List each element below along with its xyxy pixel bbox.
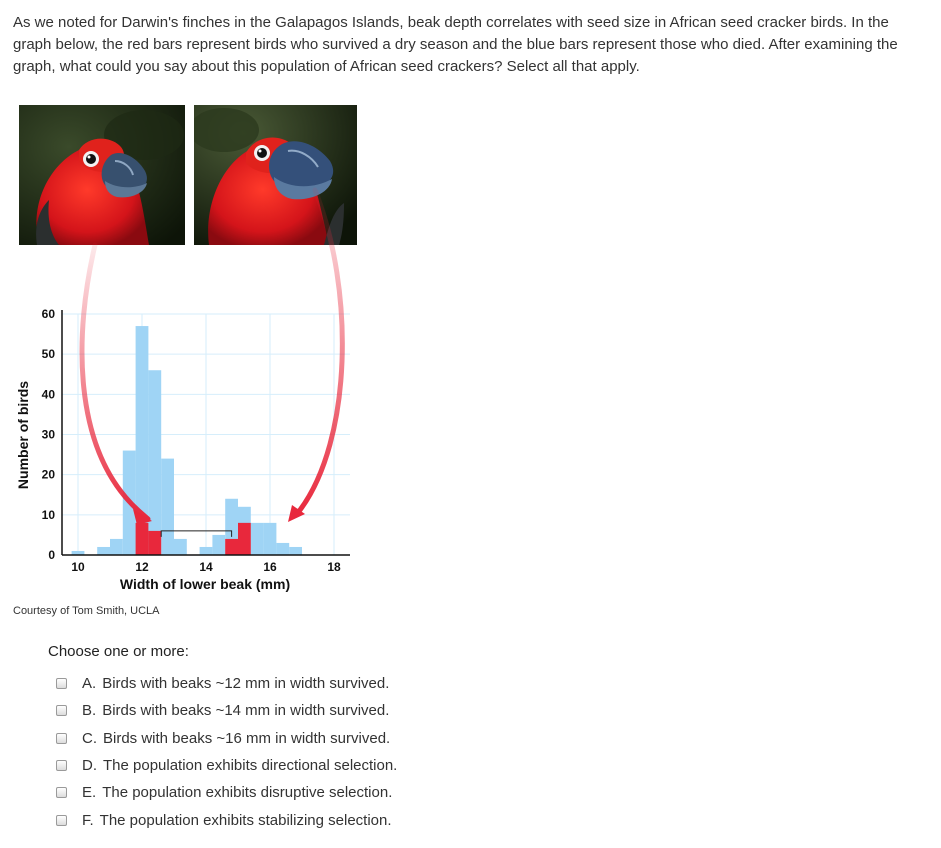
- bar-died: [110, 539, 123, 555]
- question-text: As we noted for Darwin's finches in the Galapagos Islands, beak depth correlates with seed size in African seed cracker birds. In the graph below, the red bars represent birds who survived a dry season and the blue bars represent those who died. After examining the graph, what could you say about this population of African seed crackers? Select all that apply.: [13, 14, 898, 75]
- answer-option-c[interactable]: [56, 725, 397, 752]
- checkbox[interactable]: [56, 760, 67, 771]
- figure: [0, 0, 370, 600]
- option-text: Birds with beaks ~16 mm in width survived.: [103, 729, 391, 747]
- option-letter: F.: [82, 811, 94, 829]
- answer-option-a[interactable]: [56, 670, 397, 697]
- option-letter: B.: [82, 702, 97, 720]
- bar-died: [289, 547, 302, 555]
- bar-died: [174, 539, 187, 555]
- y-tick-label: 30: [41, 427, 55, 442]
- x-axis-title: Width of lower beak (mm): [119, 576, 291, 592]
- x-tick-label: 16: [263, 560, 277, 574]
- answer-option-d[interactable]: [56, 752, 397, 779]
- figure-credit: Courtesy of Tom Smith, UCLA: [13, 605, 160, 617]
- bar-died: [161, 459, 174, 555]
- bar-died: [200, 547, 213, 555]
- checkbox[interactable]: [56, 815, 67, 826]
- checkbox[interactable]: [56, 733, 67, 744]
- bar-survived: [148, 531, 161, 555]
- option-text: The population exhibits disruptive selection.: [102, 784, 393, 802]
- x-tick-label: 12: [135, 560, 149, 574]
- bar-died: [212, 535, 225, 555]
- x-tick-label: 18: [327, 560, 341, 574]
- option-letter: D.: [82, 757, 97, 775]
- bar-died: [264, 523, 277, 555]
- y-tick-label: 60: [41, 307, 55, 321]
- option-letter: C.: [82, 729, 97, 747]
- bar-died: [251, 523, 264, 555]
- option-letter: A.: [82, 675, 97, 693]
- answer-options: [56, 670, 397, 834]
- checkbox[interactable]: [56, 705, 67, 716]
- y-tick-label: 40: [41, 387, 55, 402]
- bar-died: [148, 370, 161, 555]
- option-text: Birds with beaks ~12 mm in width survived.: [102, 675, 390, 693]
- answer-option-f[interactable]: [56, 806, 397, 833]
- checkbox[interactable]: [56, 678, 67, 689]
- option-letter: E.: [82, 784, 97, 802]
- x-tick-label: 10: [71, 560, 85, 574]
- option-text: Birds with beaks ~14 mm in width survived.: [102, 702, 390, 720]
- answer-option-b[interactable]: [56, 697, 397, 724]
- bar-survived: [136, 523, 149, 555]
- answer-option-e[interactable]: [56, 779, 397, 806]
- y-axis-title: Number of birds: [15, 380, 31, 490]
- beak-width-histogram: [0, 0, 370, 600]
- y-tick-label: 50: [41, 347, 55, 362]
- y-tick-label: 20: [41, 467, 55, 482]
- y-tick-label: 0: [48, 548, 55, 562]
- arrow-right: [294, 190, 342, 516]
- option-text: The population exhibits directional selection.: [103, 757, 398, 775]
- bar-survived: [225, 539, 238, 555]
- bar-died: [97, 547, 110, 555]
- x-tick-label: 14: [199, 560, 213, 574]
- y-tick-label: 10: [41, 507, 55, 522]
- bar-survived: [238, 523, 251, 555]
- option-text: The population exhibits stabilizing selection.: [99, 811, 392, 829]
- bar-died: [276, 543, 289, 555]
- choose-label: Choose one or more:: [48, 643, 189, 660]
- checkbox[interactable]: [56, 787, 67, 798]
